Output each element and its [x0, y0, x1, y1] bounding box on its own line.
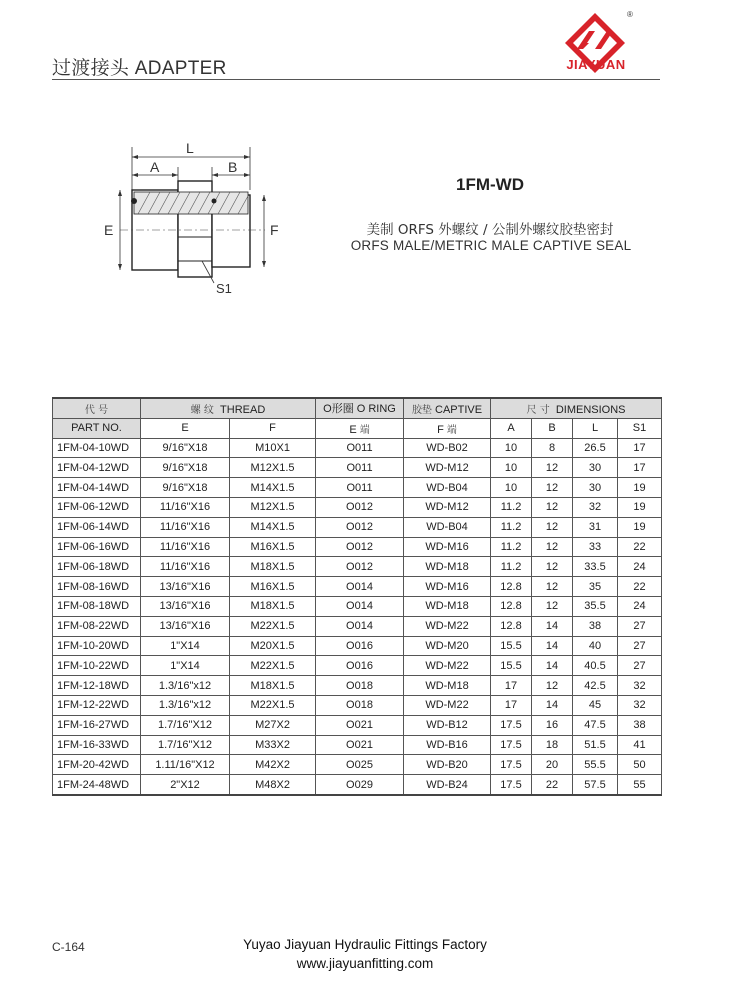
cell-part-no: 1FM-08-18WD — [53, 596, 141, 616]
cell-o-ring: O012 — [316, 497, 404, 517]
cell-dim-b: 12 — [532, 596, 573, 616]
cell-part-no: 1FM-04-14WD — [53, 478, 141, 498]
page-title: 过渡接头 ADAPTER — [52, 58, 227, 79]
table-row — [53, 497, 662, 517]
cell-e-thread: 11/16"X16 — [141, 497, 230, 517]
header-divider — [52, 79, 660, 80]
cell-dim-a: 17.5 — [491, 735, 532, 755]
cell-o-ring: O012 — [316, 517, 404, 537]
cell-f-thread: M10X1 — [230, 438, 316, 458]
cell-captive: WD-M18 — [404, 596, 491, 616]
cell-o-ring: O021 — [316, 735, 404, 755]
cell-dim-l: 33 — [573, 537, 618, 557]
col-f-end: F 端 — [404, 418, 491, 438]
cell-dim-l: 35.5 — [573, 596, 618, 616]
cell-dim-a: 12.8 — [491, 577, 532, 597]
cell-f-thread: M20X1.5 — [230, 636, 316, 656]
cell-dim-l: 55.5 — [573, 755, 618, 775]
table-row — [53, 438, 662, 458]
cell-part-no: 1FM-06-16WD — [53, 537, 141, 557]
cell-captive: WD-M16 — [404, 537, 491, 557]
cell-dim-a: 15.5 — [491, 636, 532, 656]
cell-dim-a: 12.8 — [491, 596, 532, 616]
cell-dim-s1: 32 — [618, 695, 662, 715]
cell-dim-a: 17 — [491, 676, 532, 696]
cell-o-ring: O016 — [316, 636, 404, 656]
cell-dim-s1: 19 — [618, 517, 662, 537]
cell-e-thread: 11/16"X16 — [141, 517, 230, 537]
cell-dim-s1: 27 — [618, 616, 662, 636]
cell-captive: WD-B04 — [404, 517, 491, 537]
cell-dim-l: 51.5 — [573, 735, 618, 755]
cell-f-thread: M42X2 — [230, 755, 316, 775]
cell-part-no: 1FM-06-18WD — [53, 557, 141, 577]
cell-o-ring: O029 — [316, 775, 404, 795]
cell-dim-l: 31 — [573, 517, 618, 537]
cell-f-thread: M22X1.5 — [230, 616, 316, 636]
cell-captive: WD-M22 — [404, 695, 491, 715]
cell-dim-s1: 27 — [618, 656, 662, 676]
cell-dim-b: 14 — [532, 656, 573, 676]
col-part-no: PART NO. — [53, 418, 141, 438]
cell-dim-b: 12 — [532, 478, 573, 498]
col-a: A — [491, 418, 532, 438]
cell-dim-s1: 38 — [618, 715, 662, 735]
cell-dim-a: 11.2 — [491, 517, 532, 537]
label-B: B — [228, 159, 238, 175]
cell-dim-l: 33.5 — [573, 557, 618, 577]
cell-o-ring: O011 — [316, 478, 404, 498]
header-dimensions: 尺 寸 DIMENSIONS — [491, 398, 662, 418]
cell-captive: WD-M18 — [404, 557, 491, 577]
cell-dim-a: 17 — [491, 695, 532, 715]
cell-o-ring: O012 — [316, 537, 404, 557]
cell-part-no: 1FM-08-22WD — [53, 616, 141, 636]
cell-dim-l: 45 — [573, 695, 618, 715]
cell-e-thread: 11/16"X16 — [141, 537, 230, 557]
cell-dim-l: 30 — [573, 458, 618, 478]
website-url: www.jiayuanfitting.com — [296, 956, 434, 971]
cell-f-thread: M18X1.5 — [230, 676, 316, 696]
cell-dim-a: 10 — [491, 458, 532, 478]
cell-part-no: 1FM-12-18WD — [53, 676, 141, 696]
cell-captive: WD-B16 — [404, 735, 491, 755]
cell-dim-s1: 17 — [618, 438, 662, 458]
cell-dim-s1: 17 — [618, 458, 662, 478]
cell-e-thread: 1.3/16"x12 — [141, 695, 230, 715]
label-L: L — [186, 140, 194, 156]
cell-f-thread: M22X1.5 — [230, 695, 316, 715]
cell-dim-a: 11.2 — [491, 497, 532, 517]
label-S1: S1 — [216, 281, 232, 296]
cell-captive: WD-B02 — [404, 438, 491, 458]
table-row — [53, 537, 662, 557]
cell-dim-a: 15.5 — [491, 656, 532, 676]
cell-f-thread: M33X2 — [230, 735, 316, 755]
cell-part-no: 1FM-06-14WD — [53, 517, 141, 537]
header-captive: 胶垫 CAPTIVE — [404, 398, 491, 418]
cell-o-ring: O014 — [316, 596, 404, 616]
cell-dim-a: 10 — [491, 478, 532, 498]
cell-captive: WD-M22 — [404, 616, 491, 636]
cell-dim-b: 12 — [532, 517, 573, 537]
cell-dim-l: 57.5 — [573, 775, 618, 795]
cell-dim-b: 14 — [532, 695, 573, 715]
cell-o-ring: O011 — [316, 438, 404, 458]
table-row — [53, 517, 662, 537]
table-row — [53, 755, 662, 775]
table-row — [53, 715, 662, 735]
col-e-end: E 端 — [316, 418, 404, 438]
cell-part-no: 1FM-10-20WD — [53, 636, 141, 656]
cell-e-thread: 1"X14 — [141, 656, 230, 676]
cell-part-no: 1FM-08-16WD — [53, 577, 141, 597]
cell-dim-s1: 22 — [618, 537, 662, 557]
cell-dim-l: 35 — [573, 577, 618, 597]
cell-e-thread: 1.11/16"X12 — [141, 755, 230, 775]
cell-dim-s1: 19 — [618, 478, 662, 498]
fitting-drawing — [90, 135, 300, 305]
cell-captive: WD-M18 — [404, 676, 491, 696]
cell-captive: WD-M20 — [404, 636, 491, 656]
cell-f-thread: M14X1.5 — [230, 478, 316, 498]
col-f: F — [230, 418, 316, 438]
cell-o-ring: O025 — [316, 755, 404, 775]
table-row — [53, 577, 662, 597]
cell-captive: WD-B04 — [404, 478, 491, 498]
cell-e-thread: 13/16"X16 — [141, 596, 230, 616]
cell-dim-l: 32 — [573, 497, 618, 517]
cell-dim-a: 17.5 — [491, 715, 532, 735]
cell-e-thread: 2"X12 — [141, 775, 230, 795]
cell-dim-l: 42.5 — [573, 676, 618, 696]
cell-dim-l: 26.5 — [573, 438, 618, 458]
group-header-row — [53, 398, 662, 418]
cell-e-thread: 1"X14 — [141, 636, 230, 656]
cell-o-ring: O018 — [316, 695, 404, 715]
cell-dim-a: 11.2 — [491, 537, 532, 557]
cell-o-ring: O014 — [316, 616, 404, 636]
column-header-row — [53, 418, 662, 438]
cell-f-thread: M16X1.5 — [230, 577, 316, 597]
col-b: B — [532, 418, 573, 438]
brand-name: JIAYUAN — [566, 57, 626, 72]
cell-dim-b: 18 — [532, 735, 573, 755]
cell-f-thread: M18X1.5 — [230, 557, 316, 577]
cell-dim-b: 16 — [532, 715, 573, 735]
cell-dim-a: 10 — [491, 438, 532, 458]
table-row — [53, 656, 662, 676]
cell-dim-a: 17.5 — [491, 755, 532, 775]
cell-dim-b: 12 — [532, 537, 573, 557]
spec-table — [52, 397, 662, 796]
header-code-cn: 代 号 — [53, 398, 141, 418]
cell-dim-b: 20 — [532, 755, 573, 775]
cell-dim-b: 12 — [532, 497, 573, 517]
label-A: A — [150, 159, 160, 175]
cell-e-thread: 11/16"X16 — [141, 557, 230, 577]
cell-part-no: 1FM-12-22WD — [53, 695, 141, 715]
cell-f-thread: M14X1.5 — [230, 517, 316, 537]
cell-f-thread: M12X1.5 — [230, 497, 316, 517]
cell-o-ring: O021 — [316, 715, 404, 735]
cell-e-thread: 9/16"X18 — [141, 458, 230, 478]
col-e: E — [141, 418, 230, 438]
cell-f-thread: M18X1.5 — [230, 596, 316, 616]
cell-e-thread: 13/16"X16 — [141, 616, 230, 636]
table-row — [53, 775, 662, 795]
cell-captive: WD-B12 — [404, 715, 491, 735]
product-description-cn: 美制 ORFS 外螺纹 / 公制外螺纹胶垫密封 — [366, 222, 614, 238]
cell-o-ring: O012 — [316, 557, 404, 577]
cell-o-ring: O014 — [316, 577, 404, 597]
label-F: F — [270, 222, 279, 238]
cell-dim-s1: 19 — [618, 497, 662, 517]
cell-dim-s1: 24 — [618, 596, 662, 616]
cell-e-thread: 1.7/16"X12 — [141, 715, 230, 735]
table-row — [53, 676, 662, 696]
cell-dim-b: 22 — [532, 775, 573, 795]
label-E: E — [104, 222, 114, 238]
table-row — [53, 478, 662, 498]
table-row — [53, 557, 662, 577]
registered-mark: ® — [627, 10, 633, 19]
cell-part-no: 1FM-16-27WD — [53, 715, 141, 735]
cell-captive: WD-B24 — [404, 775, 491, 795]
cell-e-thread: 1.3/16"x12 — [141, 676, 230, 696]
cell-dim-b: 12 — [532, 458, 573, 478]
cell-f-thread: M22X1.5 — [230, 656, 316, 676]
cell-dim-s1: 55 — [618, 775, 662, 795]
cell-dim-l: 40 — [573, 636, 618, 656]
cell-part-no: 1FM-24-48WD — [53, 775, 141, 795]
cell-dim-l: 38 — [573, 616, 618, 636]
cell-captive: WD-M22 — [404, 656, 491, 676]
cell-dim-b: 14 — [532, 636, 573, 656]
col-s1: S1 — [618, 418, 662, 438]
cell-dim-b: 14 — [532, 616, 573, 636]
table-row — [53, 596, 662, 616]
header-thread: 螺 纹 THREAD — [141, 398, 316, 418]
col-l: L — [573, 418, 618, 438]
table-row — [53, 695, 662, 715]
cell-dim-a: 11.2 — [491, 557, 532, 577]
cell-f-thread: M12X1.5 — [230, 458, 316, 478]
cell-e-thread: 13/16"X16 — [141, 577, 230, 597]
cell-part-no: 1FM-20-42WD — [53, 755, 141, 775]
cell-captive: WD-M12 — [404, 497, 491, 517]
cell-captive: WD-M12 — [404, 458, 491, 478]
table-row — [53, 735, 662, 755]
cell-dim-a: 17.5 — [491, 775, 532, 795]
company-name: Yuyao Jiayuan Hydraulic Fittings Factory — [243, 937, 487, 952]
cell-dim-s1: 41 — [618, 735, 662, 755]
cell-dim-s1: 27 — [618, 636, 662, 656]
header-oring: O形圈 O RING — [316, 398, 404, 418]
cell-captive: WD-M16 — [404, 577, 491, 597]
cell-f-thread: M27X2 — [230, 715, 316, 735]
cell-o-ring: O016 — [316, 656, 404, 676]
product-code: 1FM-WD — [456, 175, 524, 194]
cell-o-ring: O018 — [316, 676, 404, 696]
cell-part-no: 1FM-16-33WD — [53, 735, 141, 755]
cell-f-thread: M16X1.5 — [230, 537, 316, 557]
cell-part-no: 1FM-04-10WD — [53, 438, 141, 458]
cell-o-ring: O011 — [316, 458, 404, 478]
cell-dim-a: 12.8 — [491, 616, 532, 636]
cell-e-thread: 9/16"X18 — [141, 478, 230, 498]
cell-e-thread: 9/16"X18 — [141, 438, 230, 458]
cell-dim-l: 47.5 — [573, 715, 618, 735]
cell-captive: WD-B20 — [404, 755, 491, 775]
product-description-en: ORFS MALE/METRIC MALE CAPTIVE SEAL — [350, 238, 632, 253]
cell-dim-b: 12 — [532, 676, 573, 696]
cell-dim-b: 8 — [532, 438, 573, 458]
cell-dim-l: 40.5 — [573, 656, 618, 676]
table-row — [53, 636, 662, 656]
cell-f-thread: M48X2 — [230, 775, 316, 795]
cell-e-thread: 1.7/16"X12 — [141, 735, 230, 755]
cell-part-no: 1FM-10-22WD — [53, 656, 141, 676]
cell-dim-s1: 32 — [618, 676, 662, 696]
cell-part-no: 1FM-04-12WD — [53, 458, 141, 478]
cell-dim-b: 12 — [532, 557, 573, 577]
cell-dim-s1: 50 — [618, 755, 662, 775]
table-row — [53, 458, 662, 478]
table-row — [53, 616, 662, 636]
cell-dim-s1: 22 — [618, 577, 662, 597]
page-number: C-164 — [52, 940, 85, 954]
cell-dim-b: 12 — [532, 577, 573, 597]
cell-part-no: 1FM-06-12WD — [53, 497, 141, 517]
cell-dim-s1: 24 — [618, 557, 662, 577]
cell-dim-l: 30 — [573, 478, 618, 498]
